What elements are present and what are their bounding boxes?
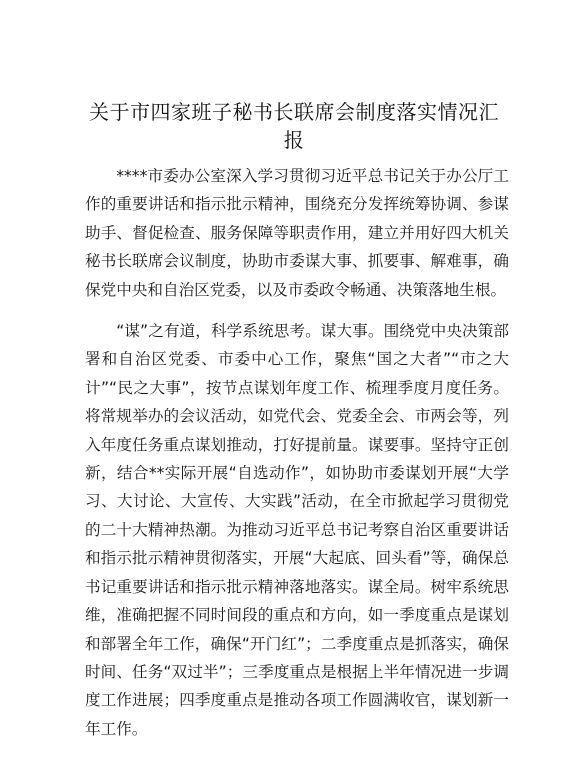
document-body [85, 162, 509, 743]
body-paragraph-planning: “谋”之有道，科学系统思考。谋大事。围绕党中央决策部署和自治区党委、市委中心工作，聚焦“国之大者”“市之大计”“民之大事”，按节点谋划年度工作、梳理季度月度任务。将常规举办的会议活动，如党代会、党委全会、市两会等，列入年度任务重点谋划推动，打好提前量。谋要事。坚持守正创新，结合**实际开展“自选动作”，如协助市委谋划开展“大学习、大讨论、大宣传、大实践”活动，在全市掀起学习贯彻党的二十大精神热潮。为推动习近平总书记考察自治区重要讲话和指示批示精神贯彻落实，开展“大起底、回头看”等，确保总书记重要讲话和指示批示精神落地落实。谋全局。树牢系统思维，准确把握不同时间段的重点和方向，如一季度重点是谋划和部署全年工作，确保“开门红”；二季度重点是抓落实，确保时间、任务“双过半”；三季度重点是根据上半年情况进一步调度工作进展；四季度重点是推动各项工作圆满收官，谋划新一年工作。 [85, 322, 509, 738]
body-paragraph-intro: ****市委办公室深入学习贯彻习近平总书记关于办公厅工作的重要讲话和指示批示精神，围绕充分发挥统筹协调、参谋助手、督促检查、服务保障等职责作用，建立并用好四大机关秘书长联席会议制度，协助市委谋大事、抓要事、解难事，确保党中央和自治区党委，以及市委政令畅通、决策落地生根。 [85, 167, 509, 299]
document-title: 关于市四家班子秘书长联席会制度落实情况汇报 [89, 100, 499, 152]
